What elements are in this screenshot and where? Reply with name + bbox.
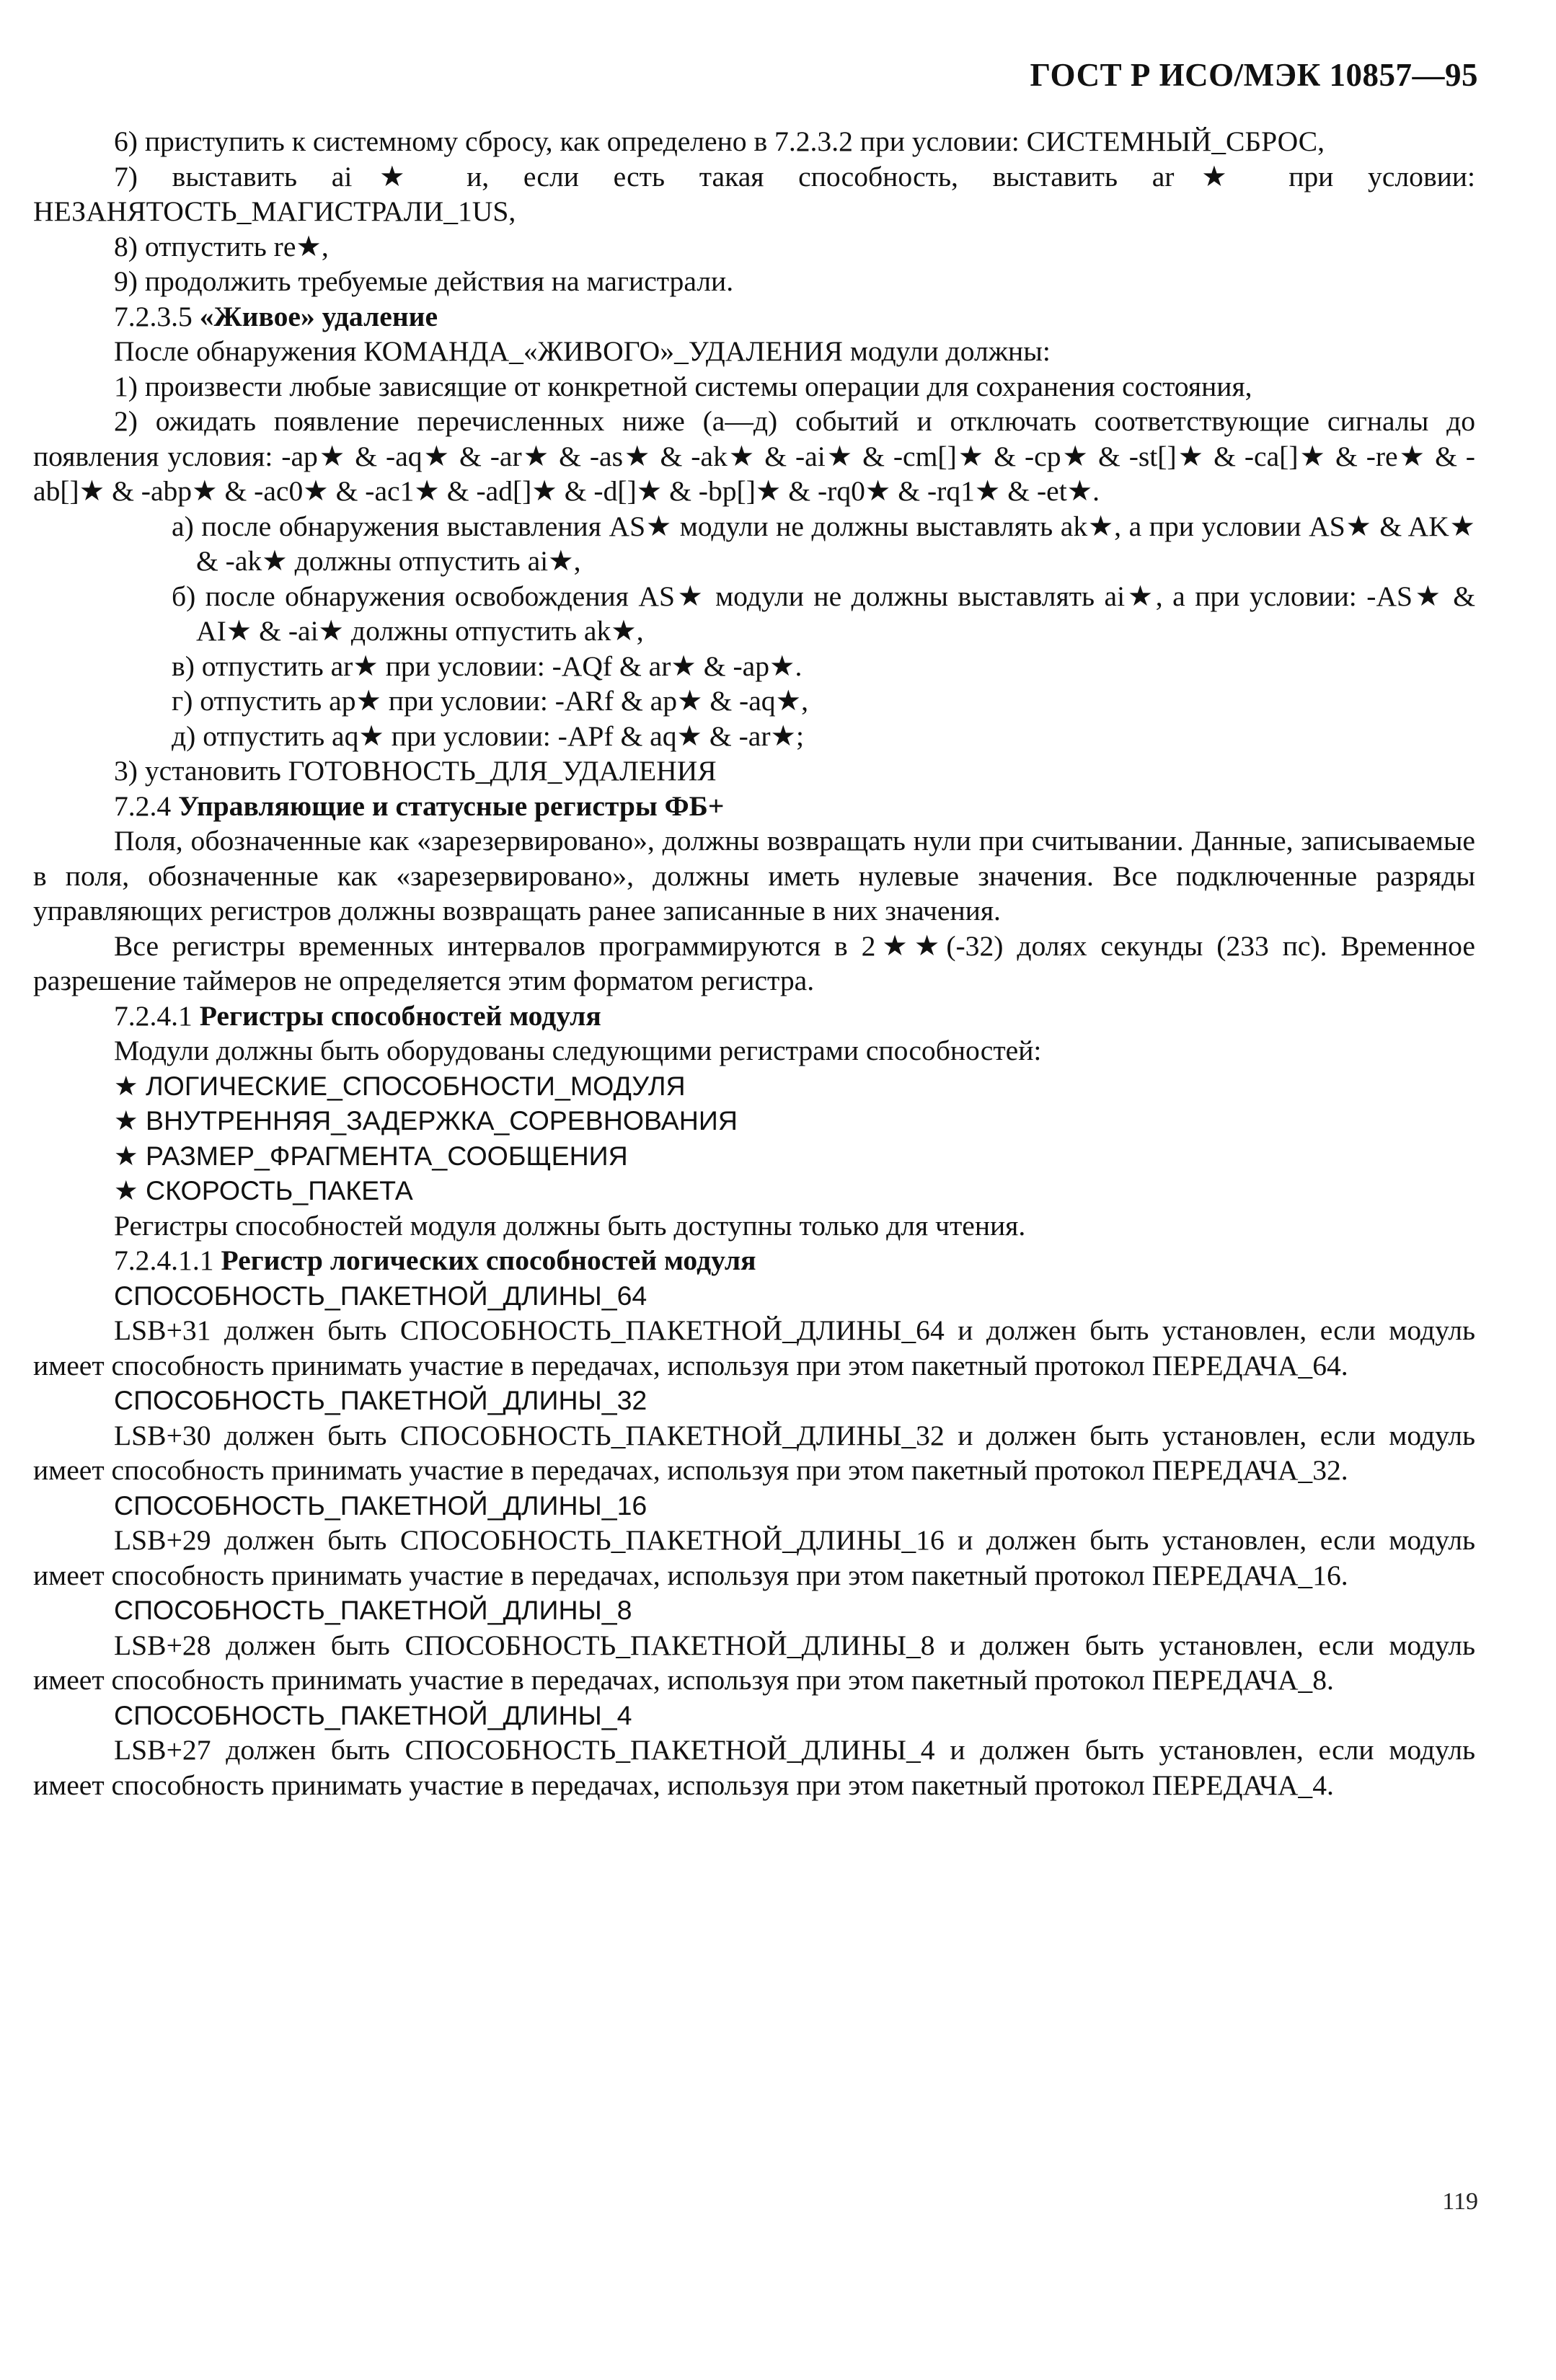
list-item: 1) произвести любые зависящие от конкретной системы операции для сохранения состояния,: [114, 370, 1252, 402]
paragraph: Все регистры временных интервалов программируются в 2★★(-32) долях секунды (233 пс). Временное разрешение таймеров не определяется этим форматом регистра.: [33, 929, 1475, 996]
list-item: 7) выставить ai★ и, если есть такая способность, выставить ar★ при условии: НЕЗАНЯТОСТЬ_МАГИСТРАЛИ_1US,: [33, 160, 1475, 227]
sub-list-item: а) после обнаружения выставления AS★ модули не должны выставлять ak★, а при условии AS★ & AK★ & -ak★ должны отпустить ai★,: [172, 510, 1475, 577]
paragraph: LSB+30 должен быть СПОСОБНОСТЬ_ПАКЕТНОЙ_ДЛИНЫ_32 и должен быть установлен, если модуль имеет способность принимать участие в передачах, используя при этом пакетный протокол ПЕРЕДАЧА_32.: [33, 1419, 1475, 1486]
register-list-item: ★ РАЗМЕР_ФРАГМЕНТА_СООБЩЕНИЯ: [114, 1140, 628, 1171]
sub-list-item: г) отпустить ap★ при условии: -ARf & ap★ & -aq★,: [172, 685, 808, 717]
section-number: 7.2.4.1: [114, 999, 193, 1032]
standard-header: ГОСТ Р ИСО/МЭК 10857—95: [1030, 57, 1478, 93]
field-name: СПОСОБНОСТЬ_ПАКЕТНОЙ_ДЛИНЫ_64: [114, 1280, 647, 1311]
paragraph: LSB+27 должен быть СПОСОБНОСТЬ_ПАКЕТНОЙ_ДЛИНЫ_4 и должен быть установлен, если модуль имеет способность принимать участие в передачах, используя при этом пакетный протокол ПЕРЕДАЧА_4.: [33, 1734, 1475, 1801]
list-item: 3) установить ГОТОВНОСТЬ_ДЛЯ_УДАЛЕНИЯ: [114, 755, 717, 787]
list-item: 9) продолжить требуемые действия на магистрали.: [114, 265, 734, 297]
field-name: СПОСОБНОСТЬ_ПАКЕТНОЙ_ДЛИНЫ_4: [114, 1699, 632, 1730]
register-list-item: ★ ЛОГИЧЕСКИЕ_СПОСОБНОСТИ_МОДУЛЯ: [114, 1070, 686, 1101]
paragraph: Регистры способностей модуля должны быть доступны только для чтения.: [114, 1209, 1026, 1242]
paragraph: Модули должны быть оборудованы следующими регистрами способностей:: [114, 1035, 1042, 1066]
sub-list-item: в) отпустить ar★ при условии: -AQf & ar★ & -ap★.: [172, 650, 803, 682]
field-name: СПОСОБНОСТЬ_ПАКЕТНОЙ_ДЛИНЫ_16: [114, 1490, 647, 1521]
section-heading: [33, 789, 1475, 824]
register-list-item: ★ ВНУТРЕННЯЯ_ЗАДЕРЖКА_СОРЕВНОВАНИЯ: [114, 1105, 738, 1136]
section-heading: [33, 1243, 1475, 1278]
section-title: Регистр логических способностей модуля: [221, 1244, 756, 1276]
section-heading: [33, 999, 1475, 1034]
section-title: Управляющие и статусные регистры ФБ+: [178, 789, 725, 822]
field-name: СПОСОБНОСТЬ_ПАКЕТНОЙ_ДЛИНЫ_8: [114, 1595, 632, 1625]
section-title: «Живое» удаление: [199, 300, 438, 332]
section-heading: [33, 299, 1475, 335]
register-list-item: ★ СКОРОСТЬ_ПАКЕТА: [114, 1175, 413, 1206]
list-item: 2) ожидать появление перечисленных ниже (а—д) событий и отключать соответствующие сигналы до появления условия: -ap★ & -aq★ & -ar★ & -as★ & -ak★ & -ai★ & -cm[]★ & -cp★ & -st[]★ & -ca[]★ & -re★ & -ab[]★ & -abp★ & -ac0★ & -ac1★ & -ad[]★ & -d[]★ & -bp[]★ & -rq0★ & -rq1★ & -et★.: [33, 405, 1475, 507]
paragraph: После обнаружения КОМАНДА_«ЖИВОГО»_УДАЛЕНИЯ модули должны:: [114, 335, 1051, 367]
document-body: [33, 124, 1475, 1802]
field-name: СПОСОБНОСТЬ_ПАКЕТНОЙ_ДЛИНЫ_32: [114, 1385, 647, 1415]
list-item: 6) приступить к системному сбросу, как определено в 7.2.3.2 при условии: СИСТЕМНЫЙ_СБРОС,: [114, 125, 1325, 157]
section-number: 7.2.4.1.1: [114, 1244, 214, 1276]
list-item: 8) отпустить re★,: [114, 230, 329, 262]
paragraph: Поля, обозначенные как «зарезервировано», должны возвращать нули при считывании. Данные, записываемые в поля, обозначенные как «зарезервировано», должны иметь нулевые значения. Все подключенные разряды управляющих регистров должны возвращать ранее записанные в них значения.: [33, 825, 1475, 926]
section-title: Регистры способностей модуля: [199, 999, 601, 1032]
sub-list-item: д) отпустить aq★ при условии: -APf & aq★ & -ar★;: [172, 720, 804, 752]
paragraph: LSB+28 должен быть СПОСОБНОСТЬ_ПАКЕТНОЙ_ДЛИНЫ_8 и должен быть установлен, если модуль имеет способность принимать участие в передачах, используя при этом пакетный протокол ПЕРЕДАЧА_8.: [33, 1629, 1475, 1696]
paragraph: LSB+29 должен быть СПОСОБНОСТЬ_ПАКЕТНОЙ_ДЛИНЫ_16 и должен быть установлен, если модуль имеет способность принимать участие в передачах, используя при этом пакетный протокол ПЕРЕДАЧА_16.: [33, 1524, 1475, 1591]
section-number: 7.2.3.5: [114, 300, 193, 332]
paragraph: LSB+31 должен быть СПОСОБНОСТЬ_ПАКЕТНОЙ_ДЛИНЫ_64 и должен быть установлен, если модуль имеет способность принимать участие в передачах, используя при этом пакетный протокол ПЕРЕДАЧА_64.: [33, 1314, 1475, 1381]
sub-list-item: б) после обнаружения освобождения AS★ модули не должны выставлять ai★, а при условии: -AS★ & AI★ & -ai★ должны отпустить ak★,: [172, 580, 1475, 647]
section-number: 7.2.4: [114, 789, 172, 822]
page-number: 119: [1442, 2188, 1478, 2215]
